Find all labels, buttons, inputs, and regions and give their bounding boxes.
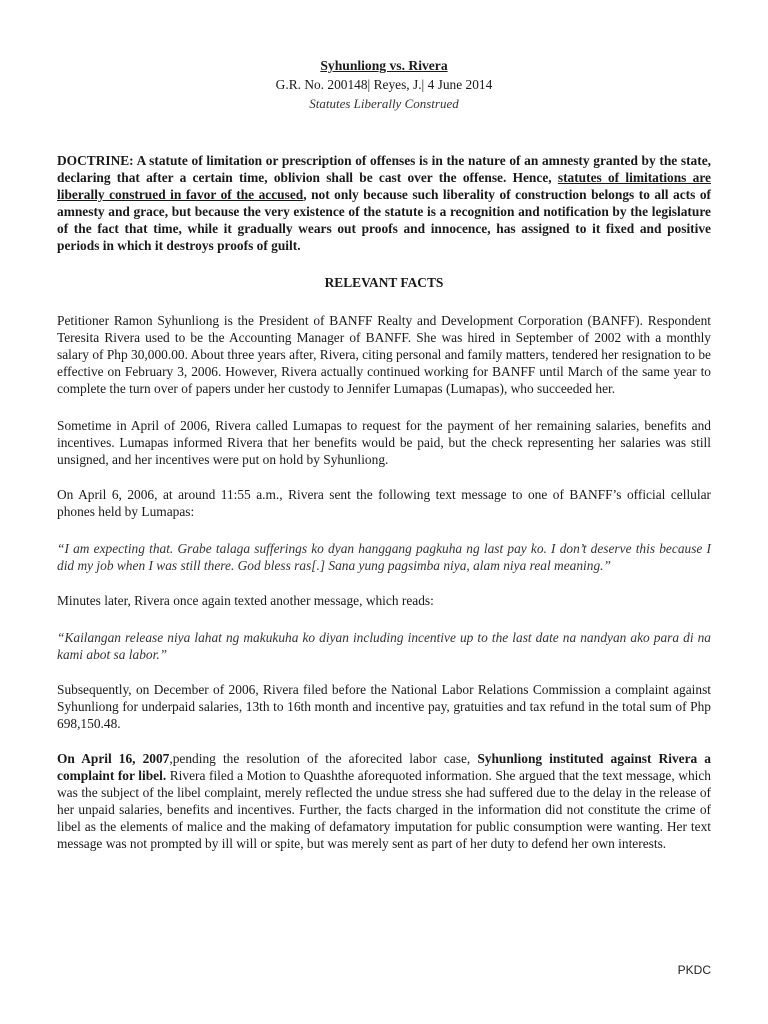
case-topic: Statutes Liberally Construed xyxy=(309,96,459,111)
doctrine-paragraph xyxy=(57,152,711,254)
facts-paragraph-4: Minutes later, Rivera once again texted another message, which reads: xyxy=(57,593,434,608)
section-heading-relevant-facts: RELEVANT FACTS xyxy=(324,275,444,290)
doctrine-text-a: A statute of limitation or prescription of offenses is in the nature of an amnesty granted by the state, declaring that after a certain time, oblivion shall be cast over the offense. Hence, xyxy=(57,153,711,185)
case-citation: G.R. No. 200148| Reyes, J.| 4 June 2014 xyxy=(275,77,493,92)
facts-paragraph-6 xyxy=(57,750,711,852)
quote-text-message-2: “Kailangan release niya lahat ng makukuha ko diyan including incentive up to the last date na nandyan ako para di na kami abot sa labor.” xyxy=(57,630,711,662)
doctrine-underlined: statutes of limitations are liberally construed in favor of the accused xyxy=(57,170,711,202)
footer-initials: PKDC xyxy=(677,963,711,977)
p6-libel-complaint: Syhunliong instituted against Rivera a complaint for libel. xyxy=(57,751,711,783)
facts-paragraph-3: On April 6, 2006, at around 11:55 a.m., Rivera sent the following text message to one of BANFF’s official cellular phones held by Lumapas: xyxy=(57,487,711,519)
document-page xyxy=(57,56,711,852)
case-title: Syhunliong vs. Rivera xyxy=(320,58,448,73)
doctrine-label: DOCTRINE: xyxy=(57,153,134,168)
p6-text-b: Rivera filed a Motion to Quashthe aforequoted information. She argued that the text message, which was the subject of the libel complaint, merely reflected the undue stress she had suffered due to the delay in the release of her unpaid salaries, benefits and incentives. Further, the facts charged in the information did not constitute the crime of libel as the elements of malice and the making of defamatory imputation for public consumption were wanting. Her text message was not prompted by ill will or spite, but was merely sent as part of her duty to defend her own interests. xyxy=(57,768,711,851)
facts-paragraph-1: Petitioner Ramon Syhunliong is the President of BANFF Realty and Development Corporation (BANFF). Respondent Teresita Rivera used to be the Accounting Manager of BANFF. She was hired in September of 2002 with a monthly salary of Php 30,000.00. About three years after, Rivera, citing personal and family matters, tendered her resignation to be effective on February 3, 2006. However, Rivera actually continued working for BANFF until March of the same year to complete the turn over of papers under her custody to Jennifer Lumapas (Lumapas), who succeeded her. xyxy=(57,313,711,396)
p6-text-a: ,pending the resolution of the aforecited labor case, xyxy=(169,751,478,766)
doctrine-text-b: , not only because such liberality of construction belongs to all acts of amnesty and grace, but because the very existence of the statute is a recognition and notification by the legislature of the fact that time, while it gradually wears out proofs and innocence, has assigned to it fixed and positive periods in which it destroys proofs of guilt. xyxy=(57,187,711,253)
quote-text-message-1: “I am expecting that. Grabe talaga sufferings ko dyan hanggang pagkuha ng last pay ko. I don’t deserve this because I did my job when I was still there. God bless ras[.] Sana yung pagsimba niya, alam niya real meaning.” xyxy=(57,541,711,573)
facts-paragraph-5: Subsequently, on December of 2006, Rivera filed before the National Labor Relations Commission a complaint against Syhunliong for underpaid salaries, 13th to 16th month and incentive pay, gratuities and tax refund in the total sum of Php 698,150.48. xyxy=(57,682,711,731)
p6-date: On April 16, 2007 xyxy=(57,751,170,766)
facts-paragraph-2: Sometime in April of 2006, Rivera called Lumapas to request for the payment of her remaining salaries, benefits and incentives. Lumapas informed Rivera that her benefits would be paid, but the check representing her salaries was still unsigned, and her incentives were put on hold by Syhunliong. xyxy=(57,418,711,467)
case-header xyxy=(57,56,711,113)
